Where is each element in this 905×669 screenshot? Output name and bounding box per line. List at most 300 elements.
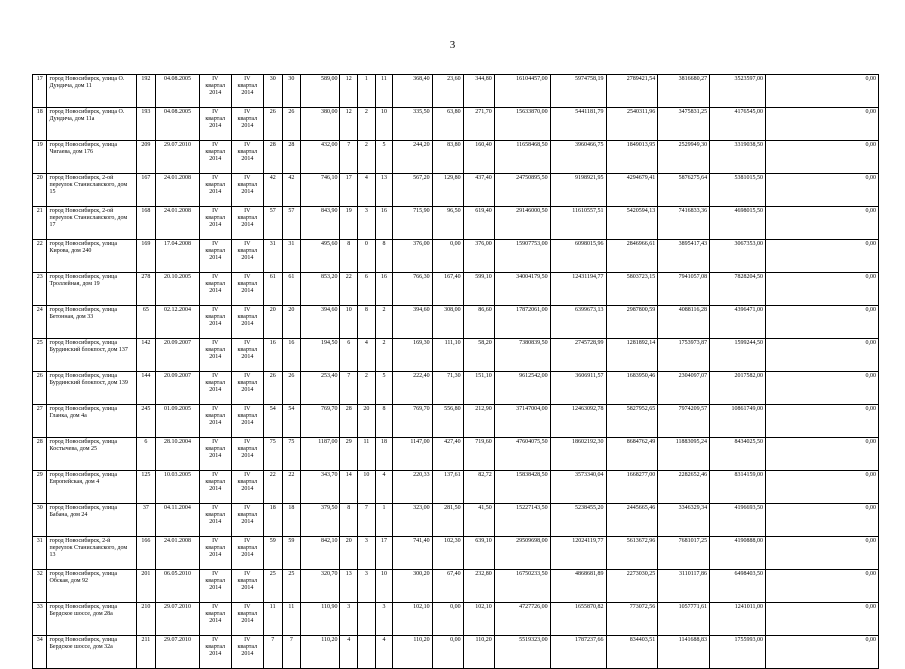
count-cell: 10 xyxy=(375,108,393,141)
count-cell: 11 xyxy=(375,75,393,108)
amount-cell: 1753973,87 xyxy=(658,339,710,372)
amount-cell: 12024119,77 xyxy=(550,537,606,570)
count-cell: 10 xyxy=(358,471,376,504)
count-cell: 2 xyxy=(358,141,376,174)
quarter-cell: IV квартал 2014 xyxy=(199,240,231,273)
area-cell: 86,60 xyxy=(463,306,494,339)
date-cell: 24.01.2008 xyxy=(156,174,199,207)
count-cell: 3 xyxy=(358,207,376,240)
count-cell: 12 xyxy=(340,108,358,141)
amount-cell: 2846966,61 xyxy=(606,240,658,273)
count-cell: 8 xyxy=(340,504,358,537)
area-cell: 82,72 xyxy=(463,471,494,504)
table-row xyxy=(33,240,879,273)
amount-cell: 6399673,13 xyxy=(550,306,606,339)
code-cell: 167 xyxy=(136,174,156,207)
row-number-cell: 28 xyxy=(33,438,47,471)
area-cell: 320,70 xyxy=(301,570,340,603)
amount-cell: 11610557,51 xyxy=(550,207,606,240)
amount-cell: 0,00 xyxy=(765,537,878,570)
count-cell: 57 xyxy=(282,207,301,240)
area-cell: 1147,00 xyxy=(393,438,432,471)
row-number-cell: 29 xyxy=(33,471,47,504)
table-row xyxy=(33,405,879,438)
address-cell: город Новосибирск, улица Бердское шоссе, дом 32а xyxy=(47,636,136,669)
amount-cell: 4868681,89 xyxy=(550,570,606,603)
table-row xyxy=(33,438,879,471)
count-cell: 7 xyxy=(340,372,358,405)
amount-cell: 5876275,64 xyxy=(658,174,710,207)
amount-cell: 1655870,82 xyxy=(550,603,606,636)
amount-cell: 3960466,75 xyxy=(550,141,606,174)
area-cell: 715,90 xyxy=(393,207,432,240)
code-cell: 144 xyxy=(136,372,156,405)
amount-cell: 2789421,54 xyxy=(606,75,658,108)
count-cell: 28 xyxy=(263,141,282,174)
count-cell: 11 xyxy=(263,603,282,636)
area-cell: 244,20 xyxy=(393,141,432,174)
row-number-cell: 31 xyxy=(33,537,47,570)
table-row xyxy=(33,273,879,306)
amount-cell: 4396471,00 xyxy=(710,306,766,339)
code-cell: 65 xyxy=(136,306,156,339)
area-cell: 253,40 xyxy=(301,372,340,405)
area-cell: 102,10 xyxy=(393,603,432,636)
row-number-cell: 20 xyxy=(33,174,47,207)
amount-cell: 5420594,13 xyxy=(606,207,658,240)
table-row xyxy=(33,207,879,240)
area-cell: 110,20 xyxy=(463,636,494,669)
area-cell: 58,20 xyxy=(463,339,494,372)
amount-cell: 9198921,95 xyxy=(550,174,606,207)
quarter-cell: IV квартал 2014 xyxy=(231,504,263,537)
area-cell: 619,40 xyxy=(463,207,494,240)
area-cell: 376,00 xyxy=(393,240,432,273)
address-cell: город Новосибирск, улица Троллейная, дом 19 xyxy=(47,273,136,306)
count-cell: 20 xyxy=(263,306,282,339)
count-cell: 31 xyxy=(263,240,282,273)
count-cell: 25 xyxy=(282,570,301,603)
area-cell: 222,40 xyxy=(393,372,432,405)
amount-cell: 2445665,46 xyxy=(606,504,658,537)
quarter-cell: IV квартал 2014 xyxy=(231,306,263,339)
count-cell: 29 xyxy=(340,438,358,471)
address-cell: город Новосибирск, улица Обская, дом 92 xyxy=(47,570,136,603)
area-cell: 343,70 xyxy=(301,471,340,504)
count-cell: 59 xyxy=(263,537,282,570)
amount-cell: 4190888,00 xyxy=(710,537,766,570)
amount-cell: 7828204,50 xyxy=(710,273,766,306)
area-cell: 0,00 xyxy=(432,240,463,273)
quarter-cell: IV квартал 2014 xyxy=(231,273,263,306)
amount-cell: 3606911,57 xyxy=(550,372,606,405)
area-cell: 432,00 xyxy=(301,141,340,174)
count-cell: 5 xyxy=(375,141,393,174)
row-number-cell: 22 xyxy=(33,240,47,273)
amount-cell: 5803723,15 xyxy=(606,273,658,306)
amount-cell: 5613672,96 xyxy=(606,537,658,570)
quarter-cell: IV квартал 2014 xyxy=(199,207,231,240)
count-cell: 18 xyxy=(282,504,301,537)
amount-cell: 4196693,50 xyxy=(710,504,766,537)
area-cell: 102,30 xyxy=(432,537,463,570)
amount-cell: 2282652,46 xyxy=(658,471,710,504)
amount-cell: 0,00 xyxy=(765,603,878,636)
amount-cell: 0,00 xyxy=(765,75,878,108)
row-number-cell: 24 xyxy=(33,306,47,339)
amount-cell: 0,00 xyxy=(765,141,878,174)
amount-cell: 0,00 xyxy=(765,636,878,669)
quarter-cell: IV квартал 2014 xyxy=(199,75,231,108)
amount-cell: 37147004,00 xyxy=(494,405,550,438)
address-cell: город Новосибирск, улица Бетонная, дом 33 xyxy=(47,306,136,339)
address-cell: город Новосибирск, улица Бабана, дом 24 xyxy=(47,504,136,537)
count-cell: 18 xyxy=(375,438,393,471)
area-cell: 151,10 xyxy=(463,372,494,405)
amount-cell: 3319038,50 xyxy=(710,141,766,174)
address-cell: город Новосибирск, улица Бурдинский блокпост, дом 137 xyxy=(47,339,136,372)
area-cell: 110,90 xyxy=(301,603,340,636)
row-number-cell: 23 xyxy=(33,273,47,306)
amount-cell: 24750895,50 xyxy=(494,174,550,207)
area-cell: 556,80 xyxy=(432,405,463,438)
table-row xyxy=(33,306,879,339)
table-row xyxy=(33,174,879,207)
count-cell: 30 xyxy=(263,75,282,108)
count-cell: 2 xyxy=(375,306,393,339)
quarter-cell: IV квартал 2014 xyxy=(199,570,231,603)
count-cell: 2 xyxy=(358,108,376,141)
amount-cell: 7681017,25 xyxy=(658,537,710,570)
amount-cell: 0,00 xyxy=(765,306,878,339)
amount-cell: 6098015,96 xyxy=(550,240,606,273)
area-cell: 169,30 xyxy=(393,339,432,372)
count-cell: 61 xyxy=(282,273,301,306)
count-cell: 14 xyxy=(340,471,358,504)
count-cell: 4 xyxy=(375,636,393,669)
count-cell: 4 xyxy=(358,339,376,372)
area-cell: 394,60 xyxy=(301,306,340,339)
count-cell: 6 xyxy=(358,273,376,306)
date-cell: 01.09.2005 xyxy=(156,405,199,438)
quarter-cell: IV квартал 2014 xyxy=(231,372,263,405)
count-cell: 12 xyxy=(340,75,358,108)
amount-cell: 0,00 xyxy=(765,405,878,438)
count-cell: 3 xyxy=(358,570,376,603)
count-cell: 1 xyxy=(375,504,393,537)
amount-cell: 8314159,00 xyxy=(710,471,766,504)
code-cell: 142 xyxy=(136,339,156,372)
quarter-cell: IV квартал 2014 xyxy=(199,108,231,141)
row-number-cell: 34 xyxy=(33,636,47,669)
table-row xyxy=(33,141,879,174)
date-cell: 17.04.2008 xyxy=(156,240,199,273)
table-row xyxy=(33,570,879,603)
area-cell: 110,20 xyxy=(301,636,340,669)
amount-cell: 1599244,50 xyxy=(710,339,766,372)
quarter-cell: IV квартал 2014 xyxy=(199,636,231,669)
count-cell: 31 xyxy=(282,240,301,273)
count-cell: 28 xyxy=(282,141,301,174)
row-number-cell: 21 xyxy=(33,207,47,240)
amount-cell: 1241011,00 xyxy=(710,603,766,636)
count-cell: 4 xyxy=(375,471,393,504)
amount-cell: 0,00 xyxy=(765,273,878,306)
area-cell: 853,20 xyxy=(301,273,340,306)
date-cell: 20.09.2007 xyxy=(156,372,199,405)
area-cell: 96,50 xyxy=(432,207,463,240)
row-number-cell: 25 xyxy=(33,339,47,372)
count-cell: 3 xyxy=(358,537,376,570)
address-cell: город Новосибирск, 2-й переулок Станиславского, дом 13 xyxy=(47,537,136,570)
amount-cell: 5827952,65 xyxy=(606,405,658,438)
count-cell: 26 xyxy=(282,372,301,405)
date-cell: 20.10.2005 xyxy=(156,273,199,306)
code-cell: 278 xyxy=(136,273,156,306)
address-cell: город Новосибирск, улица О. Дундича, дом 11а xyxy=(47,108,136,141)
code-cell: 169 xyxy=(136,240,156,273)
amount-cell: 2529949,30 xyxy=(658,141,710,174)
amount-cell: 18602192,30 xyxy=(550,438,606,471)
amount-cell: 15838428,50 xyxy=(494,471,550,504)
address-cell: город Новосибирск, улица Европейская, дом 4 xyxy=(47,471,136,504)
code-cell: 210 xyxy=(136,603,156,636)
amount-cell: 5974758,19 xyxy=(550,75,606,108)
amount-cell: 2304097,07 xyxy=(658,372,710,405)
amount-cell: 3346329,34 xyxy=(658,504,710,537)
quarter-cell: IV квартал 2014 xyxy=(231,108,263,141)
amount-cell: 0,00 xyxy=(765,438,878,471)
count-cell: 4 xyxy=(358,174,376,207)
table-row xyxy=(33,537,879,570)
amount-cell: 0,00 xyxy=(765,108,878,141)
count-cell: 0 xyxy=(358,240,376,273)
row-number-cell: 18 xyxy=(33,108,47,141)
area-cell: 0,00 xyxy=(432,603,463,636)
count-cell xyxy=(358,636,376,669)
address-cell: город Новосибирск, улица Кирова, дом 240 xyxy=(47,240,136,273)
count-cell: 16 xyxy=(375,273,393,306)
amount-cell: 773072,56 xyxy=(606,603,658,636)
amount-cell: 6498403,50 xyxy=(710,570,766,603)
amount-cell: 4294679,41 xyxy=(606,174,658,207)
code-cell: 125 xyxy=(136,471,156,504)
count-cell: 20 xyxy=(340,537,358,570)
amount-cell: 1668277,00 xyxy=(606,471,658,504)
count-cell: 22 xyxy=(340,273,358,306)
quarter-cell: IV квартал 2014 xyxy=(231,603,263,636)
date-cell: 02.12.2004 xyxy=(156,306,199,339)
area-cell: 344,80 xyxy=(463,75,494,108)
date-cell: 28.10.2004 xyxy=(156,438,199,471)
area-cell: 380,00 xyxy=(301,108,340,141)
count-cell: 26 xyxy=(263,108,282,141)
date-cell: 04.11.2004 xyxy=(156,504,199,537)
code-cell: 209 xyxy=(136,141,156,174)
code-cell: 201 xyxy=(136,570,156,603)
amount-cell: 3475831,25 xyxy=(658,108,710,141)
area-cell: 41,50 xyxy=(463,504,494,537)
area-cell: 437,40 xyxy=(463,174,494,207)
amount-cell: 0,00 xyxy=(765,372,878,405)
area-cell: 0,00 xyxy=(432,636,463,669)
count-cell: 13 xyxy=(375,174,393,207)
amount-cell: 5441181,79 xyxy=(550,108,606,141)
count-cell: 10 xyxy=(375,570,393,603)
count-cell: 17 xyxy=(375,537,393,570)
amount-cell: 7380839,50 xyxy=(494,339,550,372)
date-cell: 24.01.2008 xyxy=(156,537,199,570)
quarter-cell: IV квартал 2014 xyxy=(231,405,263,438)
code-cell: 168 xyxy=(136,207,156,240)
amount-cell: 16750233,50 xyxy=(494,570,550,603)
area-cell: 746,10 xyxy=(301,174,340,207)
quarter-cell: IV квартал 2014 xyxy=(231,240,263,273)
amount-cell: 12431194,77 xyxy=(550,273,606,306)
quarter-cell: IV квартал 2014 xyxy=(199,504,231,537)
amount-cell: 1141688,83 xyxy=(658,636,710,669)
area-cell: 300,20 xyxy=(393,570,432,603)
amount-cell: 3895417,43 xyxy=(658,240,710,273)
amount-cell: 1849013,95 xyxy=(606,141,658,174)
date-cell: 06.05.2010 xyxy=(156,570,199,603)
amount-cell: 4698015,50 xyxy=(710,207,766,240)
area-cell: 495,60 xyxy=(301,240,340,273)
amount-cell: 8434025,50 xyxy=(710,438,766,471)
address-cell: город Новосибирск, улица Бердское шоссе, дом 28а xyxy=(47,603,136,636)
area-cell: 394,60 xyxy=(393,306,432,339)
quarter-cell: IV квартал 2014 xyxy=(231,174,263,207)
count-cell: 18 xyxy=(263,504,282,537)
address-cell: город Новосибирск, 2-ой переулок Станиславского, дом 17 xyxy=(47,207,136,240)
housing-register-table xyxy=(32,74,879,669)
area-cell: 379,50 xyxy=(301,504,340,537)
count-cell: 6 xyxy=(340,339,358,372)
area-cell: 323,00 xyxy=(393,504,432,537)
amount-cell: 5519323,00 xyxy=(494,636,550,669)
quarter-cell: IV квартал 2014 xyxy=(199,537,231,570)
amount-cell: 0,00 xyxy=(765,207,878,240)
count-cell: 16 xyxy=(282,339,301,372)
area-cell: 589,00 xyxy=(301,75,340,108)
amount-cell: 0,00 xyxy=(765,174,878,207)
date-cell: 04.08.2005 xyxy=(156,108,199,141)
amount-cell: 11883095,24 xyxy=(658,438,710,471)
area-cell: 376,00 xyxy=(463,240,494,273)
address-cell: город Новосибирск, 2-ой переулок Станиславского, дом 15 xyxy=(47,174,136,207)
row-number-cell: 26 xyxy=(33,372,47,405)
area-cell: 308,00 xyxy=(432,306,463,339)
area-cell: 160,40 xyxy=(463,141,494,174)
area-cell: 167,40 xyxy=(432,273,463,306)
amount-cell: 2273030,25 xyxy=(606,570,658,603)
count-cell: 2 xyxy=(358,372,376,405)
count-cell: 13 xyxy=(340,570,358,603)
amount-cell: 9612542,00 xyxy=(494,372,550,405)
amount-cell: 4088116,28 xyxy=(658,306,710,339)
amount-cell: 15227143,50 xyxy=(494,504,550,537)
area-cell: 129,80 xyxy=(432,174,463,207)
amount-cell: 2540311,96 xyxy=(606,108,658,141)
table-row xyxy=(33,471,879,504)
area-cell: 766,30 xyxy=(393,273,432,306)
amount-cell: 1281892,14 xyxy=(606,339,658,372)
quarter-cell: IV квартал 2014 xyxy=(199,438,231,471)
amount-cell: 4727726,00 xyxy=(494,603,550,636)
quarter-cell: IV квартал 2014 xyxy=(231,537,263,570)
row-number-cell: 33 xyxy=(33,603,47,636)
area-cell: 842,10 xyxy=(301,537,340,570)
count-cell: 16 xyxy=(375,207,393,240)
area-cell: 67,40 xyxy=(432,570,463,603)
date-cell: 29.07.2010 xyxy=(156,141,199,174)
amount-cell: 0,00 xyxy=(765,570,878,603)
quarter-cell: IV квартал 2014 xyxy=(231,141,263,174)
count-cell: 20 xyxy=(358,405,376,438)
count-cell: 11 xyxy=(282,603,301,636)
area-cell: 335,50 xyxy=(393,108,432,141)
count-cell: 8 xyxy=(340,240,358,273)
quarter-cell: IV квартал 2014 xyxy=(231,75,263,108)
address-cell: город Новосибирск, улица Чигаева, дом 176 xyxy=(47,141,136,174)
amount-cell: 1683950,46 xyxy=(606,372,658,405)
count-cell: 5 xyxy=(375,372,393,405)
count-cell: 17 xyxy=(340,174,358,207)
amount-cell: 1755993,00 xyxy=(710,636,766,669)
count-cell: 7 xyxy=(340,141,358,174)
count-cell: 61 xyxy=(263,273,282,306)
quarter-cell: IV квартал 2014 xyxy=(199,273,231,306)
area-cell: 63,80 xyxy=(432,108,463,141)
count-cell: 20 xyxy=(282,306,301,339)
count-cell: 59 xyxy=(282,537,301,570)
amount-cell: 0,00 xyxy=(765,240,878,273)
row-number-cell: 19 xyxy=(33,141,47,174)
amount-cell: 15907753,00 xyxy=(494,240,550,273)
amount-cell: 7974209,57 xyxy=(658,405,710,438)
count-cell: 25 xyxy=(263,570,282,603)
table-row xyxy=(33,372,879,405)
area-cell: 102,10 xyxy=(463,603,494,636)
count-cell: 28 xyxy=(340,405,358,438)
quarter-cell: IV квартал 2014 xyxy=(231,570,263,603)
date-cell: 04.08.2005 xyxy=(156,75,199,108)
address-cell: город Новосибирск, улица Гланка, дом 4а xyxy=(47,405,136,438)
quarter-cell: IV квартал 2014 xyxy=(199,603,231,636)
count-cell: 8 xyxy=(375,240,393,273)
area-cell: 567,20 xyxy=(393,174,432,207)
table-row xyxy=(33,108,879,141)
count-cell: 57 xyxy=(263,207,282,240)
count-cell: 26 xyxy=(263,372,282,405)
count-cell: 75 xyxy=(263,438,282,471)
address-cell: город Новосибирск, улица Костычева, дом 25 xyxy=(47,438,136,471)
amount-cell: 3067353,00 xyxy=(710,240,766,273)
amount-cell: 47604075,50 xyxy=(494,438,550,471)
count-cell: 7 xyxy=(358,504,376,537)
quarter-cell: IV квартал 2014 xyxy=(199,471,231,504)
table-row xyxy=(33,504,879,537)
code-cell: 6 xyxy=(136,438,156,471)
count-cell: 3 xyxy=(340,603,358,636)
date-cell: 29.07.2010 xyxy=(156,636,199,669)
count-cell: 8 xyxy=(358,306,376,339)
amount-cell: 834403,51 xyxy=(606,636,658,669)
area-cell: 769,70 xyxy=(301,405,340,438)
quarter-cell: IV квартал 2014 xyxy=(199,405,231,438)
amount-cell: 34004179,50 xyxy=(494,273,550,306)
amount-cell: 2017582,00 xyxy=(710,372,766,405)
